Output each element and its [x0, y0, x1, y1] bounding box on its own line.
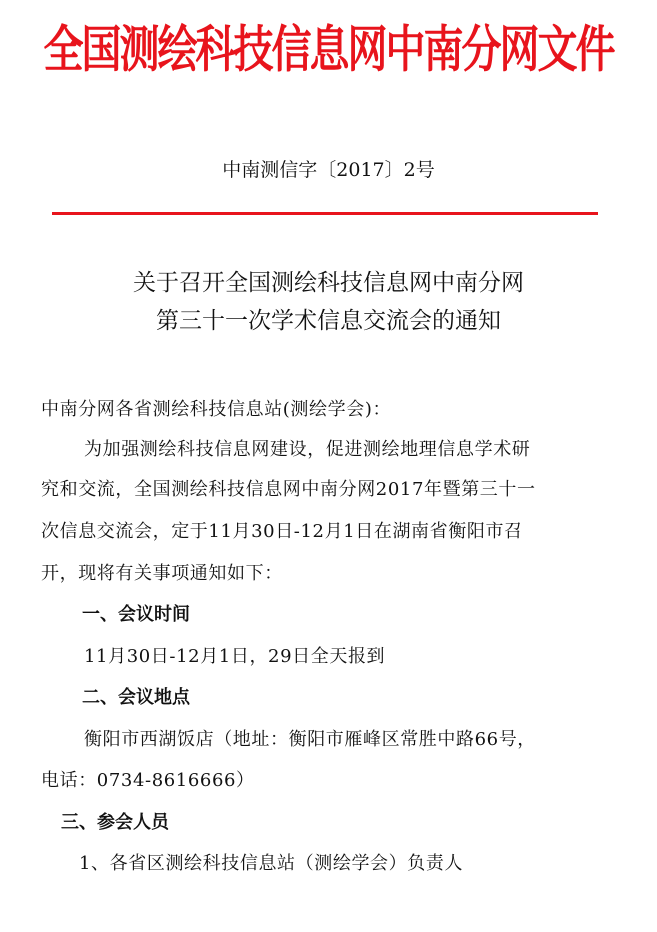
salutation: 中南分网各省测绘科技信息站(测绘学会)：: [41, 399, 392, 420]
meeting-time-text: 11月30日-12月1日，29日全天报到: [84, 646, 386, 667]
meeting-place-address: 衡阳市西湖饭店（地址：衡阳市雁峰区常胜中路66号，: [84, 729, 536, 750]
notice-title-line-2: 第三十一次学术信息交流会的通知: [156, 308, 501, 334]
meeting-place-phone: 电话：0734-8616666）: [41, 770, 255, 791]
intro-line-4: 开，现将有关事项通知如下：: [41, 563, 283, 584]
attendees-item-1: 1、各省区测绘科技信息站（测绘学会）负责人: [79, 853, 464, 874]
intro-line-2: 究和交流，全国测绘科技信息网中南分网2017年暨第三十一: [41, 479, 536, 500]
document-number: 中南测信字〔2017〕2号: [222, 159, 435, 181]
intro-line-3: 次信息交流会，定于11月30日-12月1日在湖南省衡阳市召: [41, 521, 523, 542]
masthead-title: 全国测绘科技信息网中南分网文件: [43, 21, 614, 79]
red-divider-line: [52, 212, 598, 215]
section-heading-meeting-time: 一、会议时间: [82, 604, 190, 625]
section-heading-attendees: 三、参会人员: [61, 812, 169, 833]
intro-line-1: 为加强测绘科技信息网建设，促进测绘地理信息学术研: [84, 439, 531, 460]
notice-title: [0, 264, 657, 340]
notice-title-line-1: 关于召开全国测绘科技信息网中南分网: [133, 270, 524, 296]
section-heading-meeting-place: 二、会议地点: [82, 687, 190, 708]
